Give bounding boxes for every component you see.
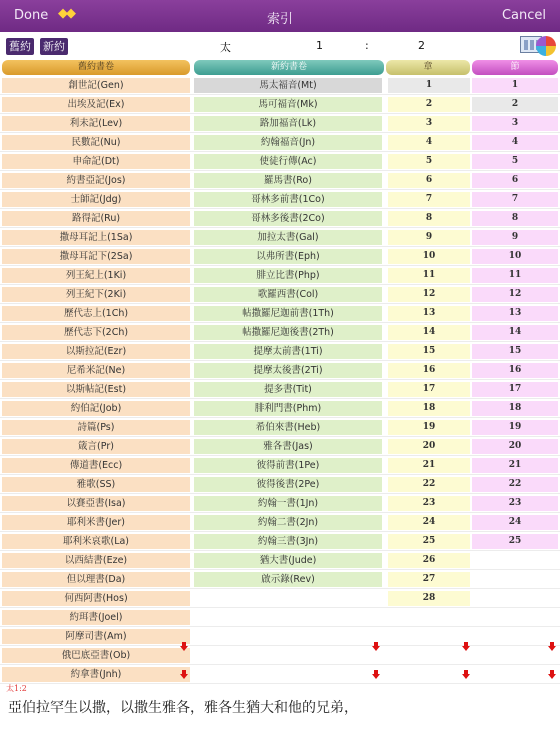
chapter-cell[interactable]: 6 <box>388 173 470 188</box>
new-book-cell[interactable]: 彼得後書(2Pe) <box>194 477 382 492</box>
new-book-cell[interactable]: 帖撒羅尼迦後書(2Th) <box>194 325 382 340</box>
old-book-cell[interactable]: 約書亞記(Jos) <box>2 173 190 188</box>
old-book-cell[interactable]: 耶利米哀歌(La) <box>2 534 190 549</box>
new-book-cell[interactable]: 約翰二書(2Jn) <box>194 515 382 530</box>
scroll-down-icon[interactable] <box>372 642 380 652</box>
page-title: 索引 <box>266 12 293 27</box>
chapter-cell[interactable]: 16 <box>388 363 470 378</box>
cancel-button[interactable]: Cancel <box>501 8 546 23</box>
table-row <box>0 608 560 627</box>
old-book-cell[interactable]: 約珥書(Joel) <box>2 610 190 625</box>
old-book-cell[interactable]: 何西阿書(Hos) <box>2 591 190 606</box>
new-book-cell[interactable]: 哥林多前書(1Co) <box>194 192 382 207</box>
verse-cell[interactable]: 3 <box>472 116 558 131</box>
chapter-cell[interactable]: 17 <box>388 382 470 397</box>
table-row <box>0 76 560 95</box>
old-book-cell[interactable]: 約伯記(Job) <box>2 401 190 416</box>
chapter-verse-separator: : <box>365 39 369 52</box>
table-row <box>0 285 560 304</box>
verse-cell[interactable]: 11 <box>472 268 558 283</box>
old-book-cell[interactable]: 詩篇(Ps) <box>2 420 190 435</box>
new-book-cell[interactable]: 羅馬書(Ro) <box>194 173 382 188</box>
verse-cell[interactable]: 6 <box>472 173 558 188</box>
old-book-cell[interactable]: 以西結書(Eze) <box>2 553 190 568</box>
old-book-cell[interactable]: 傳道書(Ecc) <box>2 458 190 473</box>
navigation-bar <box>0 0 560 32</box>
verse-cell[interactable]: 1 <box>472 78 558 93</box>
table-row <box>0 171 560 190</box>
table-row <box>0 646 560 665</box>
new-book-cell[interactable]: 希伯來書(Heb) <box>194 420 382 435</box>
index-table <box>0 76 560 684</box>
table-row <box>0 513 560 532</box>
verse-cell[interactable]: 9 <box>472 230 558 245</box>
table-row <box>0 152 560 171</box>
old-book-cell[interactable]: 撒母耳記上(1Sa) <box>2 230 190 245</box>
chapter-cell[interactable]: 22 <box>388 477 470 492</box>
new-books-header: 新約書卷 <box>194 60 384 75</box>
old-book-cell[interactable]: 列王紀上(1Ki) <box>2 268 190 283</box>
chapter-cell[interactable]: 13 <box>388 306 470 321</box>
verse-header: 節 <box>472 60 558 75</box>
new-book-cell[interactable]: 提摩太前書(1Ti) <box>194 344 382 359</box>
selection-toolbar <box>0 32 560 58</box>
verse-cell[interactable]: 7 <box>472 192 558 207</box>
new-book-cell[interactable]: 提多書(Tit) <box>194 382 382 397</box>
verse-text: 亞伯拉罕生以撒，以撒生雅各，雅各生猶大和他的兄弟， <box>8 700 358 716</box>
old-book-cell[interactable]: 民數記(Nu) <box>2 135 190 150</box>
verse-cell[interactable]: 4 <box>472 135 558 150</box>
chapter-cell[interactable]: 9 <box>388 230 470 245</box>
table-row <box>0 551 560 570</box>
scroll-down-icon[interactable] <box>462 642 470 652</box>
old-book-cell[interactable]: 創世記(Gen) <box>2 78 190 93</box>
new-book-cell[interactable]: 雅各書(Jas) <box>194 439 382 454</box>
new-book-cell[interactable]: 腓立比書(Php) <box>194 268 382 283</box>
old-book-cell[interactable]: 以斯帖記(Est) <box>2 382 190 397</box>
new-book-cell[interactable]: 帖撒羅尼迦前書(1Th) <box>194 306 382 321</box>
table-row <box>0 266 560 285</box>
old-book-cell[interactable]: 雅歌(SS) <box>2 477 190 492</box>
verse-cell[interactable]: 12 <box>472 287 558 302</box>
table-row <box>0 209 560 228</box>
chapter-cell[interactable]: 12 <box>388 287 470 302</box>
old-book-cell[interactable]: 列王紀下(2Ki) <box>2 287 190 302</box>
verse-cell[interactable]: 17 <box>472 382 558 397</box>
chapter-cell[interactable]: 18 <box>388 401 470 416</box>
done-button[interactable]: Done <box>14 8 49 23</box>
verse-cell[interactable]: 14 <box>472 325 558 340</box>
old-book-cell[interactable]: 耶利米書(Jer) <box>2 515 190 530</box>
chapter-cell[interactable]: 8 <box>388 211 470 226</box>
new-book-cell[interactable]: 約翰一書(1Jn) <box>194 496 382 511</box>
old-book-cell[interactable]: 士師記(Jdg) <box>2 192 190 207</box>
new-book-cell[interactable]: 約翰福音(Jn) <box>194 135 382 150</box>
old-testament-button[interactable]: 舊約 <box>6 38 34 55</box>
old-book-cell[interactable]: 出埃及記(Ex) <box>2 97 190 112</box>
chapter-cell[interactable]: 23 <box>388 496 470 511</box>
verse-cell[interactable]: 18 <box>472 401 558 416</box>
verse-cell[interactable]: 8 <box>472 211 558 226</box>
scroll-down-icon[interactable] <box>548 642 556 652</box>
old-book-cell[interactable]: 路得記(Ru) <box>2 211 190 226</box>
old-book-cell[interactable]: 俄巴底亞書(Ob) <box>2 648 190 663</box>
old-book-cell[interactable]: 歷代志上(1Ch) <box>2 306 190 321</box>
verse-cell[interactable]: 21 <box>472 458 558 473</box>
table-row <box>0 418 560 437</box>
verse-reference: 太1:2 <box>6 684 27 693</box>
verse-cell[interactable]: 20 <box>472 439 558 454</box>
chapter-cell[interactable]: 19 <box>388 420 470 435</box>
chapter-cell[interactable]: 10 <box>388 249 470 264</box>
verse-cell[interactable]: 10 <box>472 249 558 264</box>
chapter-cell[interactable]: 15 <box>388 344 470 359</box>
table-row <box>0 494 560 513</box>
scroll-down-icon[interactable] <box>372 670 380 680</box>
new-book-cell[interactable]: 路加福音(Lk) <box>194 116 382 131</box>
chapter-header: 章 <box>386 60 470 75</box>
verse-cell[interactable]: 5 <box>472 154 558 169</box>
old-book-cell[interactable]: 箴言(Pr) <box>2 439 190 454</box>
table-row <box>0 228 560 247</box>
old-book-cell[interactable]: 以賽亞書(Isa) <box>2 496 190 511</box>
chapter-cell[interactable]: 27 <box>388 572 470 587</box>
table-row <box>0 361 560 380</box>
color-palette-icon[interactable] <box>536 36 556 56</box>
old-book-cell[interactable]: 申命記(Dt) <box>2 154 190 169</box>
new-book-cell[interactable]: 歌羅西書(Col) <box>194 287 382 302</box>
table-row <box>0 95 560 114</box>
old-books-header: 舊約書卷 <box>2 60 190 75</box>
chapter-cell[interactable]: 7 <box>388 192 470 207</box>
table-row <box>0 304 560 323</box>
scroll-down-icon[interactable] <box>462 670 470 680</box>
chapter-cell[interactable]: 25 <box>388 534 470 549</box>
old-book-cell[interactable]: 但以理書(Da) <box>2 572 190 587</box>
selected-verse: 2 <box>418 39 425 52</box>
old-book-cell[interactable]: 尼希米記(Ne) <box>2 363 190 378</box>
scroll-down-icon[interactable] <box>548 670 556 680</box>
new-book-cell[interactable]: 提摩太後書(2Ti) <box>194 363 382 378</box>
chapter-cell[interactable]: 4 <box>388 135 470 150</box>
table-row <box>0 456 560 475</box>
table-row <box>0 323 560 342</box>
table-row <box>0 627 560 646</box>
scroll-down-icon[interactable] <box>180 670 188 680</box>
new-book-cell[interactable]: 約翰三書(3Jn) <box>194 534 382 549</box>
table-row <box>0 589 560 608</box>
new-book-cell[interactable]: 啟示錄(Rev) <box>194 572 382 587</box>
table-row <box>0 570 560 589</box>
chapter-cell[interactable]: 3 <box>388 116 470 131</box>
chapter-cell[interactable]: 28 <box>388 591 470 606</box>
table-row <box>0 342 560 361</box>
table-row <box>0 532 560 551</box>
old-book-cell[interactable]: 歷代志下(2Ch) <box>2 325 190 340</box>
old-book-cell[interactable]: 以斯拉記(Ezr) <box>2 344 190 359</box>
table-row <box>0 114 560 133</box>
new-book-cell[interactable]: 使徒行傳(Ac) <box>194 154 382 169</box>
verse-cell[interactable]: 19 <box>472 420 558 435</box>
verse-cell[interactable]: 25 <box>472 534 558 549</box>
verse-cell[interactable]: 16 <box>472 363 558 378</box>
chapter-cell[interactable]: 21 <box>388 458 470 473</box>
old-book-cell[interactable]: 約拿書(Jnh) <box>2 667 190 682</box>
chapter-cell[interactable]: 24 <box>388 515 470 530</box>
chapter-cell[interactable]: 14 <box>388 325 470 340</box>
table-row <box>0 380 560 399</box>
verse-cell[interactable]: 22 <box>472 477 558 492</box>
verse-cell[interactable]: 23 <box>472 496 558 511</box>
new-book-cell[interactable]: 彼得前書(1Pe) <box>194 458 382 473</box>
verse-cell[interactable]: 24 <box>472 515 558 530</box>
table-row <box>0 399 560 418</box>
selected-chapter: 1 <box>316 39 323 52</box>
new-book-cell[interactable]: 馬太福音(Mt) <box>194 78 382 93</box>
new-book-cell[interactable]: 以弗所書(Eph) <box>194 249 382 264</box>
selected-book: 太 <box>220 41 231 54</box>
prev-next-arrows-icon[interactable]: ◆◆ <box>58 6 74 21</box>
new-book-cell[interactable]: 腓利門書(Phm) <box>194 401 382 416</box>
table-row <box>0 133 560 152</box>
table-row <box>0 437 560 456</box>
table-row <box>0 665 560 684</box>
old-book-cell[interactable]: 阿摩司書(Am) <box>2 629 190 644</box>
scroll-down-icon[interactable] <box>180 642 188 652</box>
verse-cell[interactable]: 13 <box>472 306 558 321</box>
new-book-cell[interactable]: 哥林多後書(2Co) <box>194 211 382 226</box>
chapter-cell[interactable]: 11 <box>388 268 470 283</box>
table-row <box>0 247 560 266</box>
verse-cell[interactable]: 15 <box>472 344 558 359</box>
new-book-cell[interactable]: 猶大書(Jude) <box>194 553 382 568</box>
chapter-cell[interactable]: 2 <box>388 97 470 112</box>
new-book-cell[interactable]: 馬可福音(Mk) <box>194 97 382 112</box>
chapter-cell[interactable]: 5 <box>388 154 470 169</box>
chapter-cell[interactable]: 1 <box>388 78 470 93</box>
new-book-cell[interactable]: 加拉太書(Gal) <box>194 230 382 245</box>
table-row <box>0 475 560 494</box>
table-row <box>0 190 560 209</box>
old-book-cell[interactable]: 利未記(Lev) <box>2 116 190 131</box>
chapter-cell[interactable]: 20 <box>388 439 470 454</box>
old-book-cell[interactable]: 撒母耳記下(2Sa) <box>2 249 190 264</box>
new-testament-button[interactable]: 新約 <box>40 38 68 55</box>
verse-cell[interactable]: 2 <box>472 97 558 112</box>
chapter-cell[interactable]: 26 <box>388 553 470 568</box>
